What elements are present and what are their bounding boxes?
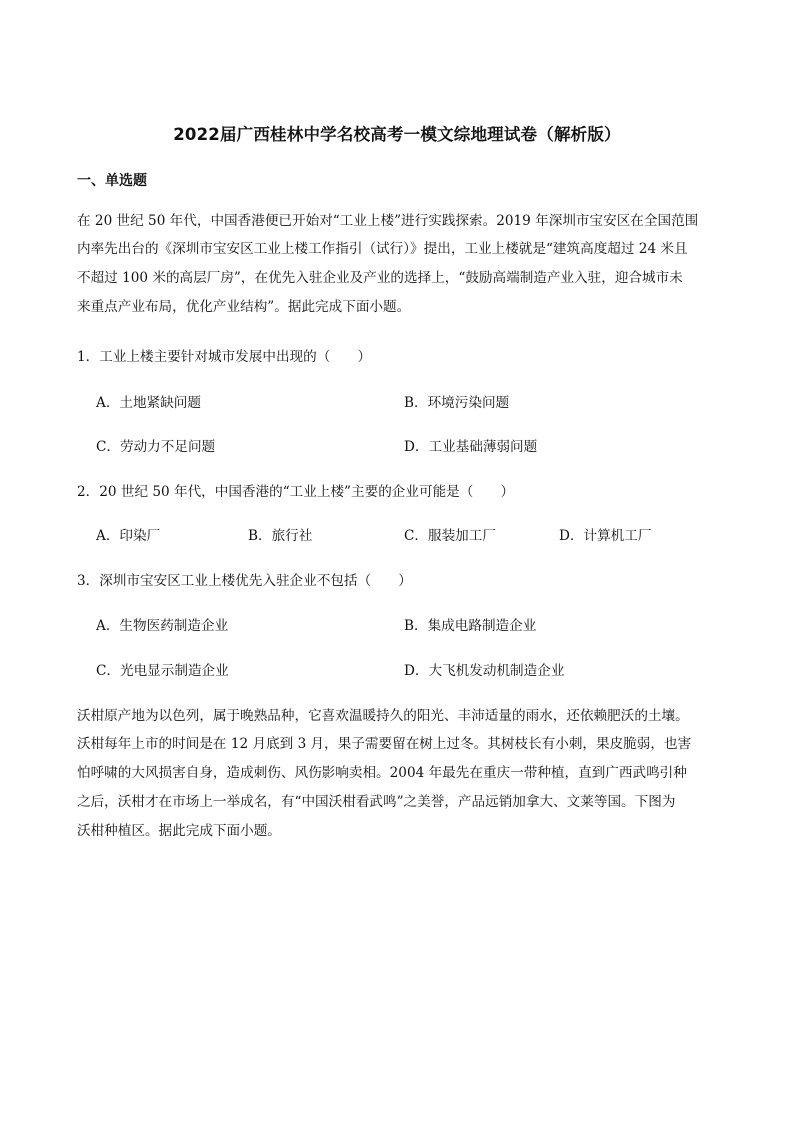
document-title: 2022届广西桂林中学名校高考一模文综地理试卷（解析版） [173,125,621,144]
question-3-option-b: B．集成电路制造企业 [404,618,537,634]
passage2-line-2: 沃柑每年上市的时间是在 12 月底到 3 月，果子需要留在树上过冬。其树枝长有小刺，果皮脆弱，也害 [77,736,692,752]
passage1-line-4: 来重点产业布局，优化产业结构”。据此完成下面小题。 [77,299,411,315]
question-1-option-c: C．劳动力不足问题 [96,439,216,455]
passage1-line-2: 内率先出台的《深圳市宝安区工业上楼工作指引（试行）》提出，工业上楼就是“建筑高度超过 24 米且 [77,241,688,257]
question-2-option-a: A．印染厂 [96,528,161,544]
question-3-stem: 3．深圳市宝安区工业上楼优先入驻企业不包括（ ） [77,573,412,589]
passage1-line-3: 不超过 100 米的高层厂房”，在优先入驻企业及产业的选择上，“鼓励高端制造产业入驻，迎合城市未 [77,270,683,286]
question-2-stem: 2．20 世纪 50 年代，中国香港的“工业上楼”主要的企业可能是（ ） [77,484,515,500]
question-1-option-a: A．土地紧缺问题 [96,395,201,411]
passage2-line-5: 沃柑种植区。据此完成下面小题。 [77,823,281,839]
passage2-line-4: 之后，沃柑才在市场上一举成名，有“中国沃柑看武鸣”之美誉，产品远销加拿大、文莱等国。下图为 [77,794,676,810]
question-3-option-d: D．大飞机发动机制造企业 [404,663,565,679]
question-2-option-b: B．旅行社 [248,528,313,544]
passage2-line-1: 沃柑原产地为以色列，属于晚熟品种，它喜欢温暖持久的阳光、丰沛适量的雨水，还依赖肥沃的土壤。 [77,708,689,724]
question-2-option-d: D．计算机工厂 [559,528,652,544]
question-3-option-c: C．光电显示制造企业 [96,663,229,679]
question-3-option-a: A．生物医药制造企业 [96,618,229,634]
question-1-option-d: D．工业基础薄弱问题 [404,439,538,455]
passage2-line-3: 怕呼啸的大风损害自身，造成刺伤、风伤影响卖相。2004 年最先在重庆一带种植，直到广西武鸣引种 [77,765,687,781]
question-1-option-b: B．环境污染问题 [404,395,510,411]
question-1-stem: 1．工业上楼主要针对城市发展中出现的（ ） [77,349,372,365]
question-2-option-c: C．服装加工厂 [404,528,496,544]
passage1-line-1: 在 20 世纪 50 年代，中国香港便已开始对“工业上楼”进行实践探索。2019 年深圳市宝安区在全国范围 [77,213,699,229]
section-heading: 一、单选题 [77,173,147,189]
